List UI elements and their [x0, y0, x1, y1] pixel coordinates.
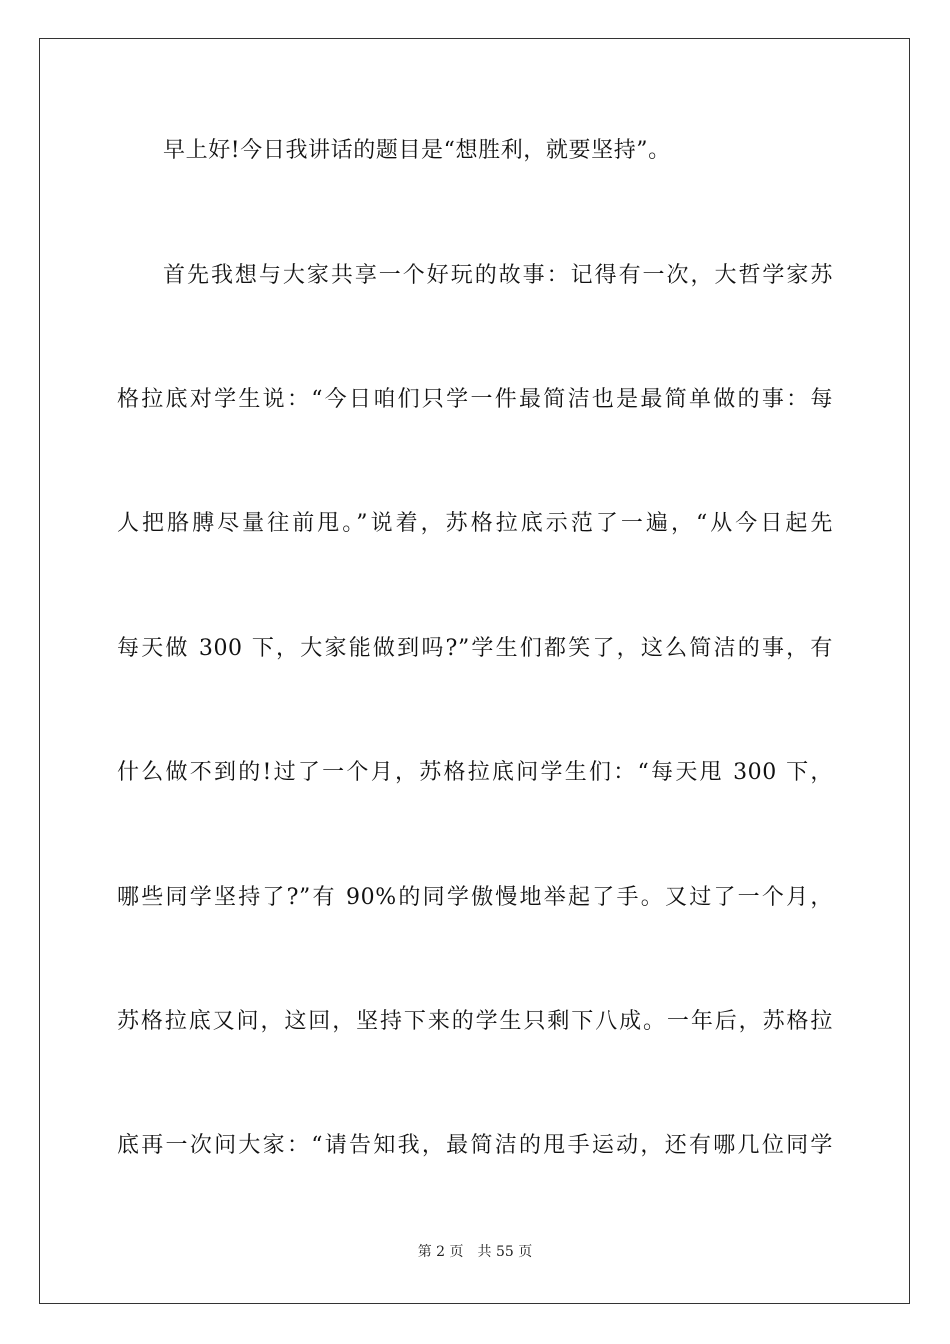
page-total: 共 55 页 [477, 1244, 533, 1260]
paragraph-greeting: 早上好!今日我讲话的题目是“想胜利，就要坚持”。 [163, 138, 671, 163]
paragraph-line: 格拉底对学生说：“今日咱们只学一件最简洁也是最简单做的事：每 [117, 387, 833, 412]
paragraph-line: 哪些同学坚持了?”有 90%的同学傲慢地举起了手。又过了一个月， [117, 885, 833, 910]
paragraph-line: 首先我想与大家共享一个好玩的故事：记得有一次，大哲学家苏 [163, 263, 833, 288]
page-footer [0, 1242, 950, 1262]
paragraph-line: 什么做不到的!过了一个月，苏格拉底问学生们：“每天甩 300 下， [117, 760, 833, 785]
paragraph-line: 底再一次问大家：“请告知我，最简洁的甩手运动，还有哪几位同学 [117, 1133, 833, 1158]
paragraph-line: 人把胳膊尽量往前甩。”说着，苏格拉底示范了一遍，“从今日起先 [117, 511, 833, 536]
page-border [39, 38, 910, 1304]
page-number: 第 2 页 [417, 1244, 464, 1260]
paragraph-line: 每天做 300 下，大家能做到吗?”学生们都笑了，这么简洁的事，有 [117, 636, 833, 661]
paragraph-line: 苏格拉底又问，这回，坚持下来的学生只剩下八成。一年后，苏格拉 [117, 1009, 833, 1034]
